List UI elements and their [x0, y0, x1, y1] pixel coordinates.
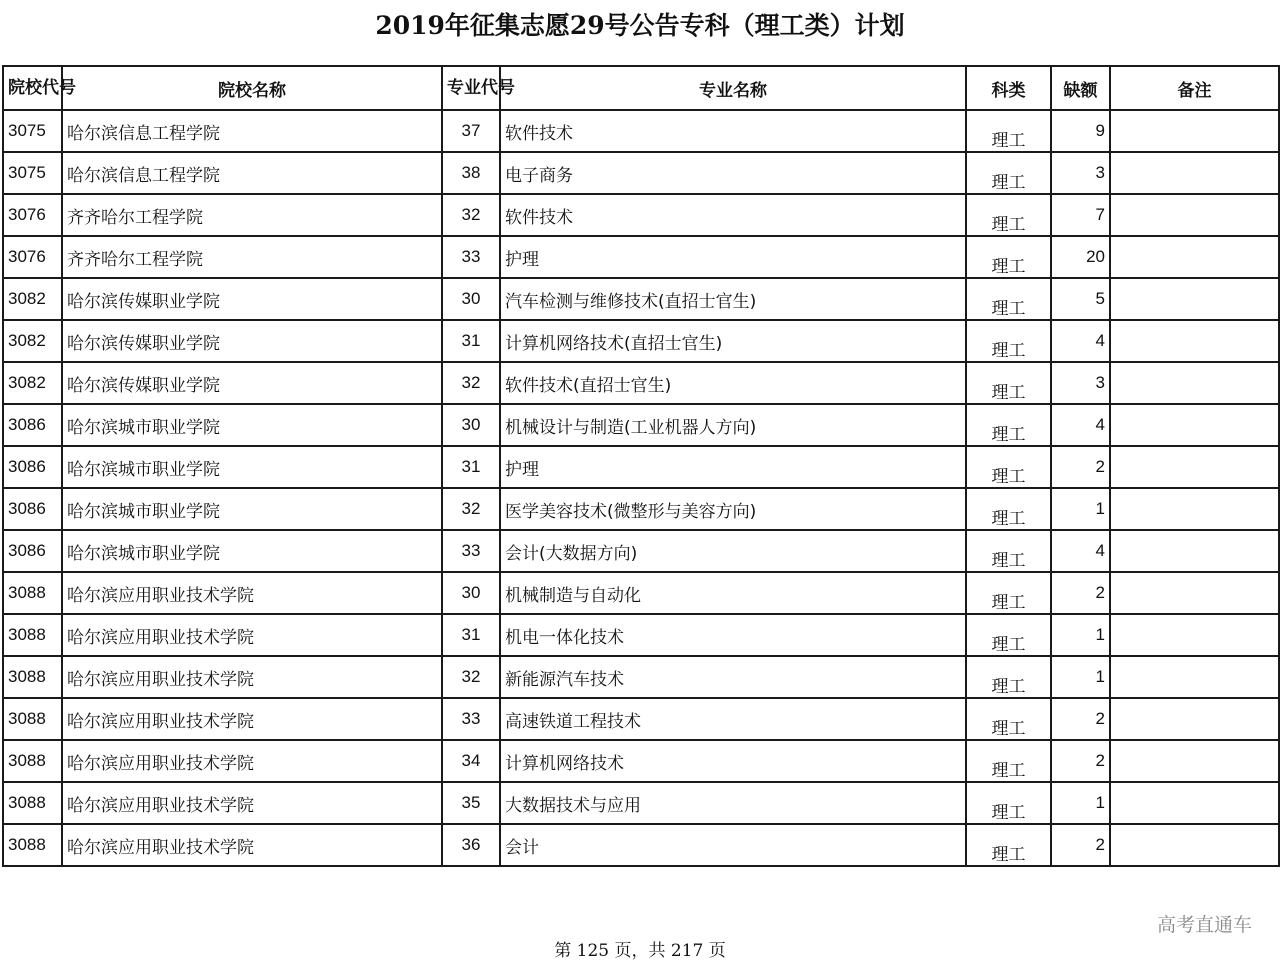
cell-school-name: 哈尔滨城市职业学院 — [62, 446, 442, 488]
cell-school-code: 3082 — [3, 362, 62, 404]
cell-school-code: 3076 — [3, 236, 62, 278]
table-row — [3, 278, 1279, 320]
cell-category: 理工 — [966, 488, 1051, 530]
cell-major-name: 医学美容技术(微整形与美容方向) — [500, 488, 966, 530]
cell-school-code: 3076 — [3, 194, 62, 236]
cell-school-name: 哈尔滨应用职业技术学院 — [62, 782, 442, 824]
cell-quota: 5 — [1051, 278, 1110, 320]
cell-school-name: 哈尔滨信息工程学院 — [62, 110, 442, 152]
table-row — [3, 614, 1279, 656]
cell-category: 理工 — [966, 656, 1051, 698]
cell-major-code: 33 — [442, 530, 500, 572]
cell-school-code: 3086 — [3, 404, 62, 446]
cell-note — [1110, 110, 1279, 152]
cell-school-name: 哈尔滨应用职业技术学院 — [62, 740, 442, 782]
table-row — [3, 362, 1279, 404]
cell-note — [1110, 614, 1279, 656]
cell-quota: 7 — [1051, 194, 1110, 236]
cell-school-code: 3088 — [3, 824, 62, 866]
cell-major-code: 32 — [442, 488, 500, 530]
cell-category: 理工 — [966, 110, 1051, 152]
table-row — [3, 530, 1279, 572]
cell-quota: 1 — [1051, 614, 1110, 656]
cell-major-code: 33 — [442, 236, 500, 278]
cell-quota: 4 — [1051, 320, 1110, 362]
cell-major-code: 31 — [442, 446, 500, 488]
cell-major-code: 30 — [442, 572, 500, 614]
cell-quota: 2 — [1051, 698, 1110, 740]
cell-major-code: 31 — [442, 320, 500, 362]
cell-school-code: 3075 — [3, 152, 62, 194]
cell-note — [1110, 362, 1279, 404]
cell-note — [1110, 572, 1279, 614]
cell-major-name: 软件技术 — [500, 194, 966, 236]
cell-major-name: 护理 — [500, 446, 966, 488]
cell-major-code: 34 — [442, 740, 500, 782]
table-row — [3, 152, 1279, 194]
cell-school-name: 哈尔滨城市职业学院 — [62, 488, 442, 530]
cell-category: 理工 — [966, 698, 1051, 740]
cell-school-name: 哈尔滨应用职业技术学院 — [62, 614, 442, 656]
cell-school-code: 3086 — [3, 530, 62, 572]
cell-note — [1110, 236, 1279, 278]
cell-school-code: 3082 — [3, 278, 62, 320]
cell-major-name: 计算机网络技术(直招士官生) — [500, 320, 966, 362]
cell-quota: 1 — [1051, 656, 1110, 698]
cell-major-code: 30 — [442, 278, 500, 320]
cell-category: 理工 — [966, 782, 1051, 824]
table-row — [3, 572, 1279, 614]
cell-major-code: 31 — [442, 614, 500, 656]
cell-quota: 2 — [1051, 572, 1110, 614]
cell-school-name: 哈尔滨应用职业技术学院 — [62, 824, 442, 866]
cell-note — [1110, 740, 1279, 782]
cell-major-name: 大数据技术与应用 — [500, 782, 966, 824]
cell-school-code: 3088 — [3, 614, 62, 656]
table-row — [3, 698, 1279, 740]
cell-category: 理工 — [966, 530, 1051, 572]
header-school-code: 院校代号 — [3, 66, 62, 110]
cell-category: 理工 — [966, 614, 1051, 656]
cell-school-code: 3086 — [3, 488, 62, 530]
cell-school-name: 齐齐哈尔工程学院 — [62, 194, 442, 236]
table-row — [3, 194, 1279, 236]
header-note: 备注 — [1110, 66, 1279, 110]
admission-plan-table — [2, 65, 1280, 867]
cell-note — [1110, 404, 1279, 446]
cell-category: 理工 — [966, 278, 1051, 320]
cell-school-name: 哈尔滨应用职业技术学院 — [62, 656, 442, 698]
cell-school-name: 齐齐哈尔工程学院 — [62, 236, 442, 278]
table-row — [3, 656, 1279, 698]
header-school-name: 院校名称 — [62, 66, 442, 110]
cell-school-name: 哈尔滨城市职业学院 — [62, 530, 442, 572]
cell-note — [1110, 824, 1279, 866]
cell-quota: 4 — [1051, 530, 1110, 572]
table-row — [3, 782, 1279, 824]
cell-major-name: 软件技术 — [500, 110, 966, 152]
cell-school-name: 哈尔滨传媒职业学院 — [62, 362, 442, 404]
header-major-name: 专业名称 — [500, 66, 966, 110]
table-row — [3, 404, 1279, 446]
cell-major-name: 护理 — [500, 236, 966, 278]
cell-major-code: 37 — [442, 110, 500, 152]
cell-school-name: 哈尔滨应用职业技术学院 — [62, 572, 442, 614]
cell-major-name: 机电一体化技术 — [500, 614, 966, 656]
cell-school-name: 哈尔滨信息工程学院 — [62, 152, 442, 194]
cell-category: 理工 — [966, 194, 1051, 236]
header-quota: 缺额 — [1051, 66, 1110, 110]
cell-quota: 9 — [1051, 110, 1110, 152]
cell-quota: 3 — [1051, 152, 1110, 194]
cell-quota: 20 — [1051, 236, 1110, 278]
cell-major-name: 机械制造与自动化 — [500, 572, 966, 614]
cell-quota: 3 — [1051, 362, 1110, 404]
cell-major-name: 机械设计与制造(工业机器人方向) — [500, 404, 966, 446]
table-row — [3, 320, 1279, 362]
cell-major-name: 会计 — [500, 824, 966, 866]
cell-school-code: 3088 — [3, 740, 62, 782]
cell-note — [1110, 656, 1279, 698]
cell-major-name: 汽车检测与维修技术(直招士官生) — [500, 278, 966, 320]
table-body — [3, 110, 1279, 866]
header-category: 科类 — [966, 66, 1051, 110]
cell-school-code: 3088 — [3, 782, 62, 824]
cell-major-code: 35 — [442, 782, 500, 824]
table-row — [3, 446, 1279, 488]
cell-note — [1110, 194, 1279, 236]
cell-quota: 2 — [1051, 446, 1110, 488]
cell-school-code: 3086 — [3, 446, 62, 488]
cell-category: 理工 — [966, 824, 1051, 866]
table-row — [3, 488, 1279, 530]
cell-major-code: 33 — [442, 698, 500, 740]
cell-school-code: 3088 — [3, 572, 62, 614]
cell-note — [1110, 698, 1279, 740]
cell-category: 理工 — [966, 236, 1051, 278]
table-row — [3, 740, 1279, 782]
table-row — [3, 236, 1279, 278]
cell-school-code: 3088 — [3, 656, 62, 698]
cell-category: 理工 — [966, 446, 1051, 488]
cell-category: 理工 — [966, 320, 1051, 362]
cell-category: 理工 — [966, 362, 1051, 404]
cell-major-name: 软件技术(直招士官生) — [500, 362, 966, 404]
cell-note — [1110, 530, 1279, 572]
cell-major-code: 36 — [442, 824, 500, 866]
cell-school-code: 3082 — [3, 320, 62, 362]
cell-school-code: 3088 — [3, 698, 62, 740]
cell-major-code: 32 — [442, 194, 500, 236]
page-footer: 第 125 页，共 217 页 — [554, 941, 726, 961]
cell-quota: 2 — [1051, 740, 1110, 782]
cell-school-name: 哈尔滨传媒职业学院 — [62, 320, 442, 362]
cell-major-code: 32 — [442, 656, 500, 698]
cell-quota: 4 — [1051, 404, 1110, 446]
header-major-code: 专业代号 — [442, 66, 500, 110]
cell-major-code: 32 — [442, 362, 500, 404]
cell-school-name: 哈尔滨应用职业技术学院 — [62, 698, 442, 740]
cell-note — [1110, 152, 1279, 194]
cell-quota: 1 — [1051, 782, 1110, 824]
cell-major-name: 新能源汽车技术 — [500, 656, 966, 698]
cell-category: 理工 — [966, 740, 1051, 782]
table-row — [3, 110, 1279, 152]
table-header-row — [3, 66, 1279, 110]
cell-major-code: 30 — [442, 404, 500, 446]
cell-school-name: 哈尔滨城市职业学院 — [62, 404, 442, 446]
cell-category: 理工 — [966, 404, 1051, 446]
cell-major-name: 电子商务 — [500, 152, 966, 194]
cell-quota: 1 — [1051, 488, 1110, 530]
page-title: 2019年征集志愿29号公告专科（理工类）计划 — [375, 11, 905, 40]
cell-category: 理工 — [966, 572, 1051, 614]
cell-category: 理工 — [966, 152, 1051, 194]
cell-major-name: 会计(大数据方向) — [500, 530, 966, 572]
cell-major-name: 计算机网络技术 — [500, 740, 966, 782]
cell-quota: 2 — [1051, 824, 1110, 866]
cell-note — [1110, 278, 1279, 320]
cell-major-code: 38 — [442, 152, 500, 194]
cell-note — [1110, 782, 1279, 824]
watermark: 高考直通车 — [1156, 914, 1252, 936]
cell-note — [1110, 488, 1279, 530]
cell-major-name: 高速铁道工程技术 — [500, 698, 966, 740]
cell-school-name: 哈尔滨传媒职业学院 — [62, 278, 442, 320]
cell-note — [1110, 446, 1279, 488]
cell-school-code: 3075 — [3, 110, 62, 152]
cell-note — [1110, 320, 1279, 362]
table-row — [3, 824, 1279, 866]
